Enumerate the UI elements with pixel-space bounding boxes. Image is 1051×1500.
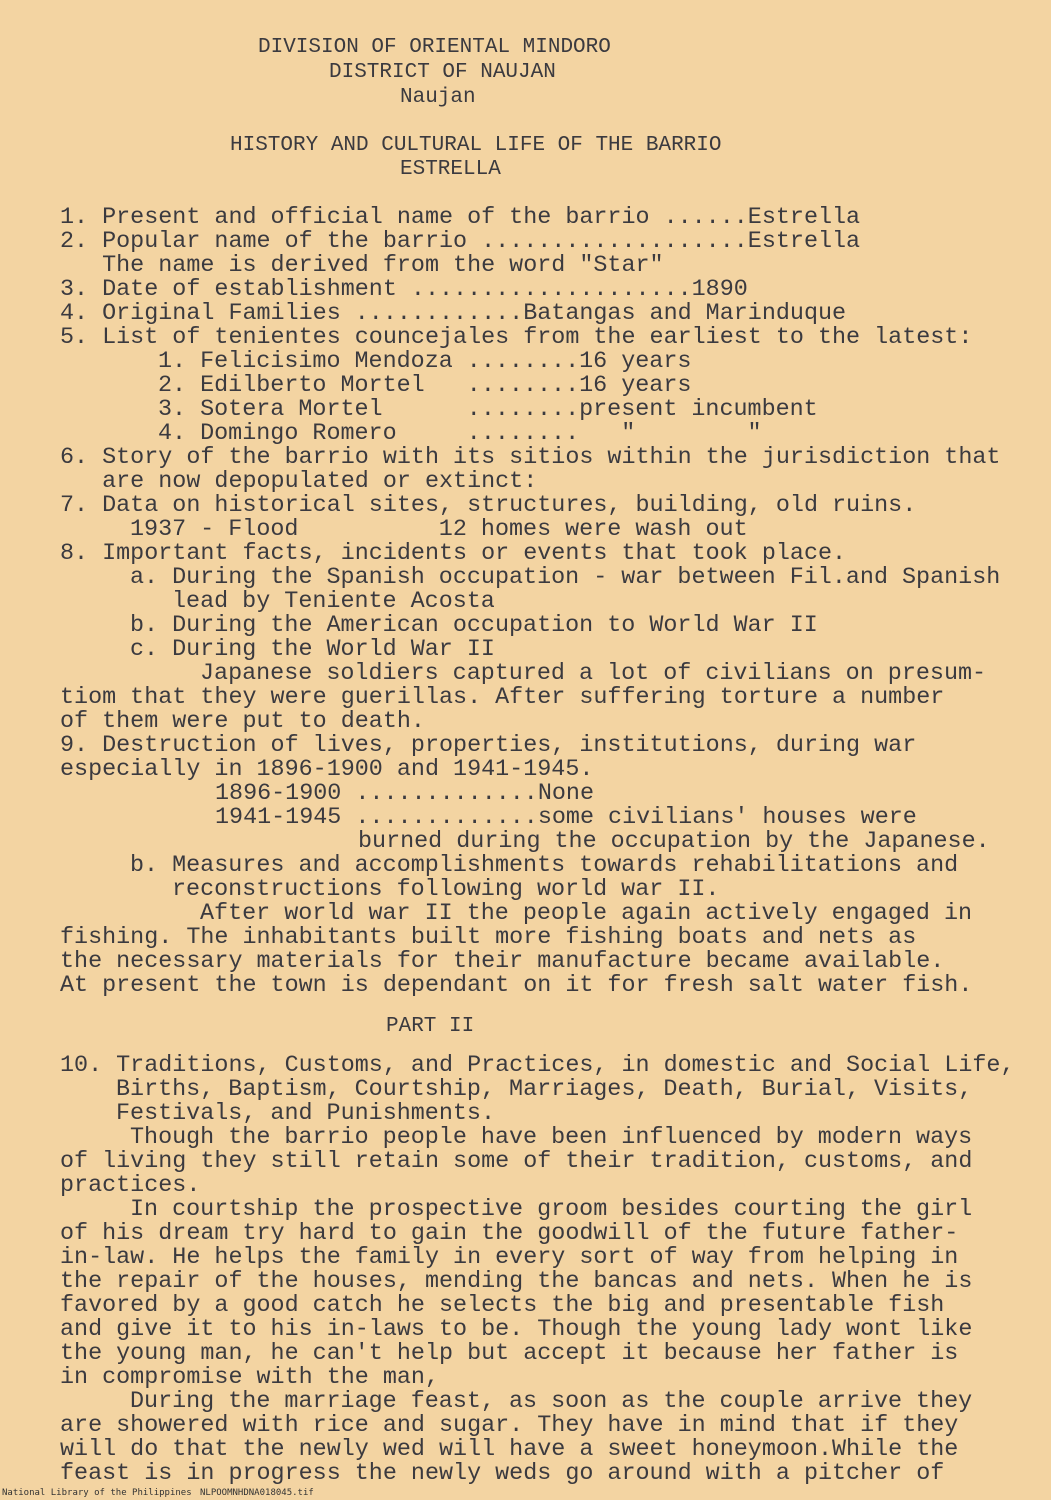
text-line: 1941-1945 .............some civilians' houses were — [215, 805, 917, 831]
text-line: Though the barrio people have been influenced by modern ways — [130, 1125, 973, 1151]
text-line: in compromise with the man, — [60, 1365, 439, 1391]
text-line: After world war II the people again actively engaged in — [200, 901, 973, 927]
text-line: 2. Edilberto Mortel ........16 years — [158, 373, 692, 399]
text-line: fishing. The inhabitants built more fishing boats and nets as — [60, 925, 917, 951]
text-line: The name is derived from the word "Star" — [60, 253, 664, 279]
text-line: 1896-1900 .............None — [215, 781, 594, 807]
text-line: the young man, he can't help but accept it because her father is — [60, 1341, 959, 1367]
footer-library: National Library of the Philippines — [2, 1488, 192, 1498]
text-line: of his dream try hard to gain the goodwill of the future father- — [60, 1221, 959, 1247]
text-line: tiom that they were guerillas. After suffering torture a number — [60, 685, 945, 711]
text-line: Japanese soldiers captured a lot of civilians on presum- — [200, 661, 987, 687]
text-line: practices. — [60, 1173, 201, 1199]
text-line: b. During the American occupation to World War II — [130, 613, 818, 639]
text-line: of living they still retain some of their tradition, customs, and — [60, 1149, 973, 1175]
text-line: 10. Traditions, Customs, and Practices, in domestic and Social Life, — [60, 1053, 1015, 1079]
text-line: are showered with rice and sugar. They have in mind that if they — [60, 1413, 959, 1439]
text-line: During the marriage feast, as soon as the couple arrive they — [130, 1389, 973, 1415]
text-line: 9. Destruction of lives, properties, institutions, during war — [60, 733, 917, 759]
text-line: 4. Domingo Romero ........ " " — [158, 421, 762, 447]
header-town: Naujan — [400, 86, 476, 109]
text-line: lead by Teniente Acosta — [172, 589, 495, 615]
section-heading: PART II — [386, 1015, 475, 1038]
text-line: feast is in progress the newly weds go around with a pitcher of — [60, 1461, 945, 1487]
text-line: of them were put to death. — [60, 709, 425, 735]
text-line: 1937 - Flood 12 homes were wash out — [130, 517, 748, 543]
text-line: c. During the World War II — [130, 637, 495, 663]
text-line: 3. Sotera Mortel ........present incumbent — [158, 397, 818, 423]
text-line: 1. Felicisimo Mendoza ........16 years — [158, 349, 692, 375]
text-line: 3. Date of establishment ....................1890 — [60, 277, 748, 303]
header-title: HISTORY AND CULTURAL LIFE OF THE BARRIO — [230, 134, 722, 157]
footer-file: NLPOOMNHDNA018045.tif — [200, 1488, 314, 1498]
text-line: a. During the Spanish occupation - war between Fil.and Spanish — [130, 565, 1001, 591]
text-line: At present the town is dependant on it for fresh salt water fish. — [60, 973, 973, 999]
header-district: DISTRICT OF NAUJAN — [329, 61, 556, 84]
text-line: 8. Important facts, incidents or events that took place. — [60, 541, 847, 567]
text-line: burned during the occupation by the Japanese. — [358, 829, 990, 855]
text-line: Births, Baptism, Courtship, Marriages, Death, Burial, Visits, — [116, 1077, 973, 1103]
text-line: favored by a good catch he selects the big and presentable fish — [60, 1293, 945, 1319]
text-line: the necessary materials for their manufacture became available. — [60, 949, 945, 975]
text-line: will do that the newly wed will have a sweet honeymoon.While the — [60, 1437, 959, 1463]
header-barrio: ESTRELLA — [400, 158, 501, 181]
text-line: the repair of the houses, mending the bancas and nets. When he is — [60, 1269, 973, 1295]
text-line: are now depopulated or extinct: — [60, 469, 538, 495]
text-line: 7. Data on historical sites, structures, building, old ruins. — [60, 493, 917, 519]
text-line: reconstructions following world war II. — [172, 877, 720, 903]
header-division: DIVISION OF ORIENTAL MINDORO — [258, 36, 611, 59]
text-line: in-law. He helps the family in every sort of way from helping in — [60, 1245, 959, 1271]
text-line: 4. Original Families ............Batangas and Marinduque — [60, 301, 847, 327]
text-line: and give it to his in-laws to be. Though the young lady wont like — [60, 1317, 973, 1343]
text-line: especially in 1896-1900 and 1941-1945. — [60, 757, 594, 783]
text-line: 6. Story of the barrio with its sitios within the jurisdiction that — [60, 445, 1001, 471]
text-line: 2. Popular name of the barrio ...................Estrella — [60, 229, 861, 255]
text-line: In courtship the prospective groom besides courting the girl — [130, 1197, 973, 1223]
text-line: b. Measures and accomplishments towards rehabilitations and — [130, 853, 959, 879]
text-line: 5. List of tenientes councejales from the earliest to the latest: — [60, 325, 973, 351]
text-line: Festivals, and Punishments. — [116, 1101, 495, 1127]
text-line: 1. Present and official name of the barrio ......Estrella — [60, 205, 861, 231]
